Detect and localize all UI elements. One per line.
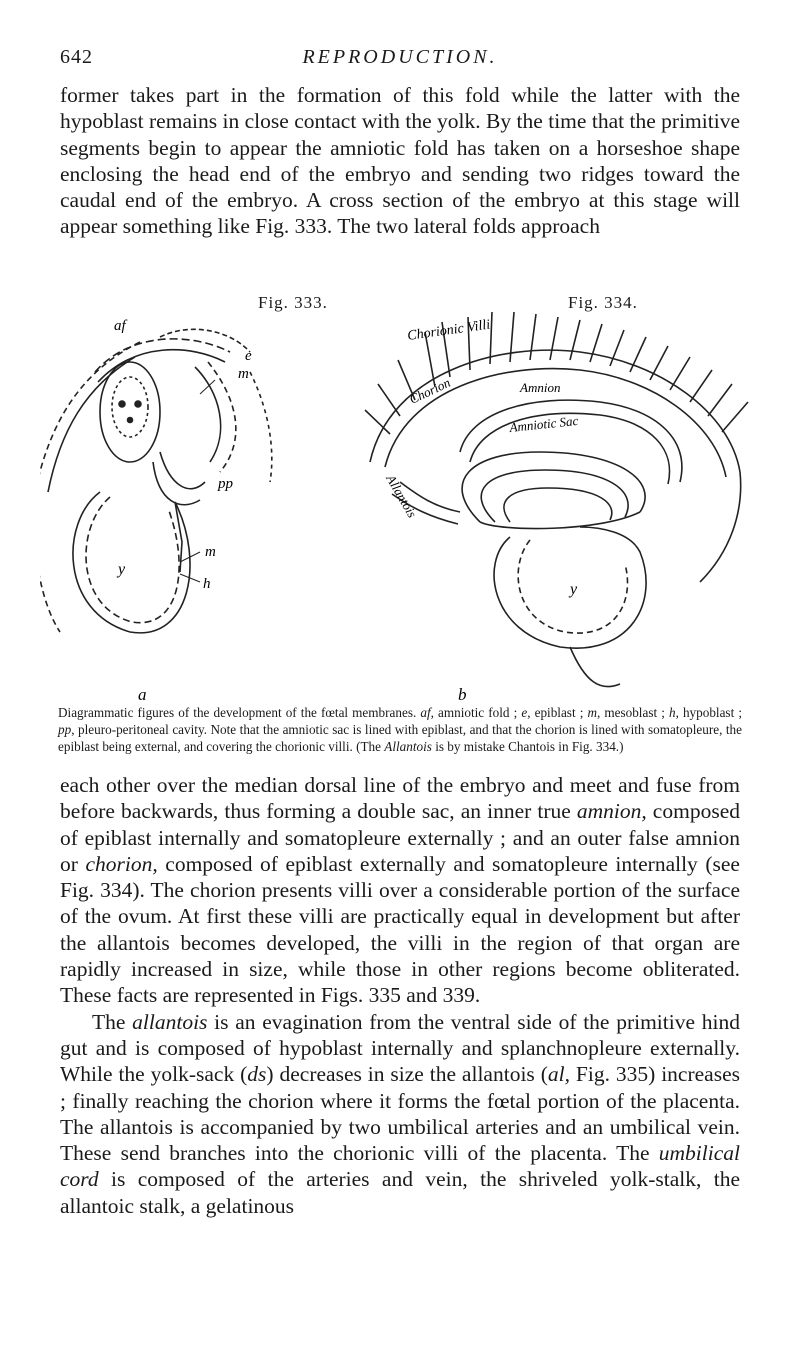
caption-term-e: e [521, 705, 528, 720]
body-term-al: al, [547, 1062, 570, 1087]
fig-b-label-allantois: Allantois [383, 472, 420, 521]
body-term-chorion: chorion, [85, 851, 158, 876]
caption-term-af: af [420, 705, 431, 720]
body-p2-text-c: ) decreases in size the allantois ( [266, 1062, 548, 1087]
body-p2-text-d: Fig. 335) increases ; finally reaching the chorion where it forms the fœtal portion of the placenta. The allantois is accompanied by two umbilical arteries and an umbilical vein. These send branches into the chorionic villi of the placenta. The [60, 1062, 740, 1166]
caption-part-3: , epiblast ; [527, 705, 588, 720]
figure-illustrations [40, 312, 760, 707]
body-term-allantois: allantois [132, 1009, 208, 1034]
body-p2-text-a: The [92, 1009, 133, 1034]
fig-b-label-amniotic-sac: Amniotic Sac [508, 412, 579, 435]
body-term-umbilical-cord: umbilical cord [60, 1141, 740, 1192]
body-text [60, 772, 740, 1219]
fig-a-label-h: h [203, 576, 211, 592]
figure-333-title: Fig. 333. [258, 293, 328, 312]
fig-a-label-y: y [118, 561, 126, 578]
caption-term-h: h [668, 705, 676, 720]
body-term-amnion: amnion, [576, 799, 647, 824]
fig-a-label-m-top: m [238, 366, 249, 382]
caption-part-7: is by mistake Chantois in Fig. 334.) [431, 739, 624, 754]
fig-b-panel-letter: b [458, 685, 467, 704]
fig-b-label-amnion: Amnion [520, 380, 561, 395]
caption-part-5: , hypoblast ; [675, 705, 742, 720]
fig-b-label-chorion: Chorion [406, 374, 453, 407]
caption-part-6: , pleuro-peritoneal cavity. Note that the amniotic sac is lined with epiblast, and that the chorion is lined with somatopleure, the epiblast being external, and covering the chorionic villi. (The [58, 722, 742, 754]
caption-term-m: m [587, 705, 597, 720]
page-number: 642 [60, 46, 93, 68]
fig-b-label-chorionic-villi: Chorionic Villi [406, 317, 492, 344]
figure-334-title: Fig. 334. [568, 293, 638, 312]
body-p1-text-a: each other over the median dorsal line of the embryo and meet and fuse from before backwards, thus forming a double sac, an inner true [60, 773, 740, 824]
fig-b-label-y: y [570, 581, 578, 598]
fig-a-label-m-bottom: m [205, 544, 216, 560]
body-p1-text-b: composed of epiblast internally and somatopleure externally ; and an outer false amnion or [60, 799, 740, 876]
body-p1-text-c: composed of epiblast externally and somatopleure internally (see Fig. 334). The chorion presents villi over a considerable portion of the surface of the ovum. At first these villi are practically equal in development but after the allantois becomes developed, the villi in the region of that organ are rapidly increased in size, while those in other regions become obliterated. These facts are represented in Figs. 335 and 339. [60, 851, 740, 1008]
caption-part-2: , amniotic fold ; [430, 705, 522, 720]
body-p2-text-e: is composed of the arteries and vein, the shriveled yolk-stalk, the allantoic stalk, a gelatinous [60, 1167, 740, 1218]
caption-term-pp: pp [58, 722, 72, 737]
figure-334-diagram [365, 312, 748, 687]
body-paragraph-2 [60, 1009, 740, 1219]
caption-part-4: , mesoblast ; [596, 705, 669, 720]
body-p2-text-b: is an evagination from the ventral side of the primitive hind gut and is composed of hypoblast internally and splanchnopleure externally. While the yolk-sack ( [60, 1009, 740, 1087]
fig-a-label-e: e [245, 348, 252, 364]
figure-caption [58, 704, 742, 755]
running-head: REPRODUCTION. [302, 46, 498, 68]
paragraph-top: former takes part in the formation of this fold while the latter with the hypoblast remains in close contact with the yolk. By the time that the primitive segments begin to appear the amniotic fold has taken on a horseshoe shape enclosing the head end of the embryo and sending two ridges toward the caudal end of the embryo. A cross section of the embryo at this stage will appear something like Fig. 333. The two lateral folds approach [60, 83, 740, 239]
fig-a-label-pp: pp [218, 476, 233, 492]
caption-part-1: Diagrammatic figures of the development of the fœtal membranes. [58, 705, 421, 720]
body-term-ds: ds [247, 1062, 267, 1087]
fig-a-label-af: af [114, 318, 126, 334]
fig-a-panel-letter: a [138, 685, 147, 704]
body-paragraph-1 [60, 772, 740, 1009]
caption-term-allantois: Allantois [384, 739, 432, 754]
